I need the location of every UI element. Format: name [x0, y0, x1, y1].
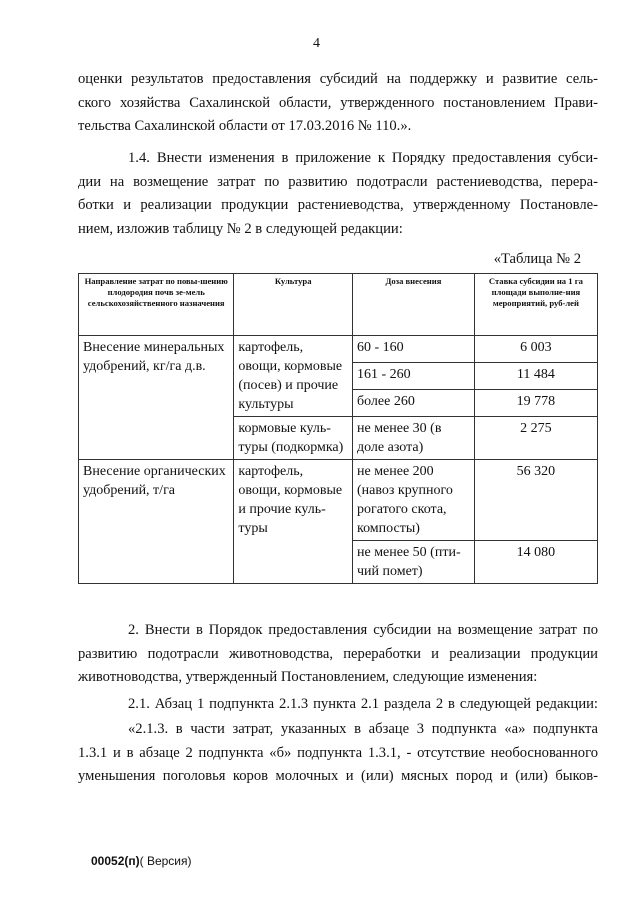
- subsidy-table: [78, 273, 598, 584]
- mineral-crop-cell: картофель, овощи, кормовые (посев) и прочие культуры: [234, 336, 353, 417]
- text-line: 2. Внести в Порядок предоставления субсидии на возмещение затрат по: [128, 622, 598, 638]
- intro-paragraph: [78, 68, 598, 139]
- text-line: 1.4. Внести изменения в приложение к Порядку предоставления субси-: [128, 150, 598, 166]
- dose-cell: более 260: [352, 390, 474, 417]
- text-line: оценки результатов предоставления субсидий на поддержку и развитие сель-: [78, 71, 598, 87]
- quoted-paragraph: [78, 718, 598, 789]
- dose-cell: не менее 30 (в доле азота): [352, 417, 474, 460]
- organic-crop-cell: картофель, овощи, кормовые и прочие куль-туры: [234, 460, 353, 584]
- text-line: ботки и реализации продукции растениеводства, утвержденному Постановле-: [78, 197, 598, 213]
- text-line: уменьшения поголовья коров молочных и (или) мясных пород и (или) быков-: [78, 768, 598, 784]
- text-line: 2.1. Абзац 1 подпункта 2.1.3 пункта 2.1 раздела 2 в следующей редакции:: [128, 696, 598, 712]
- paragraph-1-4: [78, 147, 598, 241]
- table-header-row: [79, 274, 598, 336]
- organic-direction-cell: Внесение органических удобрений, т/га: [79, 460, 234, 584]
- table-caption: «Таблица № 2: [493, 251, 581, 267]
- text-line: животноводства, утвержденный Постановлением, следующие изменения:: [78, 669, 538, 685]
- footer-code: 00052(п): [91, 854, 140, 868]
- rate-cell: 19 778: [474, 390, 597, 417]
- rate-cell: 2 275: [474, 417, 597, 460]
- dose-cell: не менее 200 (навоз крупного рогатого скота, компосты): [352, 460, 474, 541]
- dose-cell: 161 - 260: [352, 363, 474, 390]
- rate-cell: 56 320: [474, 460, 597, 541]
- table-row: [79, 336, 598, 363]
- text-line: нием, изложив таблицу № 2 в следующей редакции:: [78, 220, 403, 237]
- header-dose: Доза внесения: [352, 274, 474, 336]
- text-line: тельства Сахалинской области от 17.03.2016 № 110.».: [78, 118, 412, 134]
- text-line: 1.3.1 и в абзаце 2 подпункта «б» подпункта 1.3.1, - отсутствие необоснованного: [78, 744, 598, 761]
- header-crop: Культура: [234, 274, 353, 336]
- text-line: «2.1.3. в части затрат, указанных в абзаце 3 подпункта «а» подпункта: [128, 721, 598, 737]
- header-rate: Ставка субсидии на 1 га площади выполне-ния мероприятий, руб-лей: [474, 274, 597, 336]
- mineral-crop-cell-2: кормовые куль-туры (подкормка): [234, 417, 353, 460]
- mineral-direction-cell: Внесение минеральных удобрений, кг/га д.в.: [79, 336, 234, 460]
- page-number: 4: [313, 36, 320, 51]
- rate-cell: 6 003: [474, 336, 597, 363]
- rate-cell: 14 080: [474, 541, 597, 584]
- footer: [91, 854, 192, 868]
- paragraph-2-1: [78, 693, 598, 717]
- text-line: развитию подотрасли животноводства, переработки и реализации продукции: [78, 645, 598, 662]
- footer-version: ( Версия): [139, 854, 192, 868]
- dose-cell: не менее 50 (пти-чий помет): [352, 541, 474, 584]
- paragraph-2: [78, 619, 598, 690]
- rate-cell: 11 484: [474, 363, 597, 390]
- header-direction: Направление затрат по повы-шению плодородия почв зе-мель сельскохозяйственного назначения: [79, 274, 234, 336]
- dose-cell: 60 - 160: [352, 336, 474, 363]
- table-row: [79, 460, 598, 541]
- text-line: дии на возмещение затрат по развитию подотрасли растениеводства, перера-: [78, 173, 598, 190]
- text-line: ского хозяйства Сахалинской области, утвержденного постановлением Прави-: [78, 94, 598, 111]
